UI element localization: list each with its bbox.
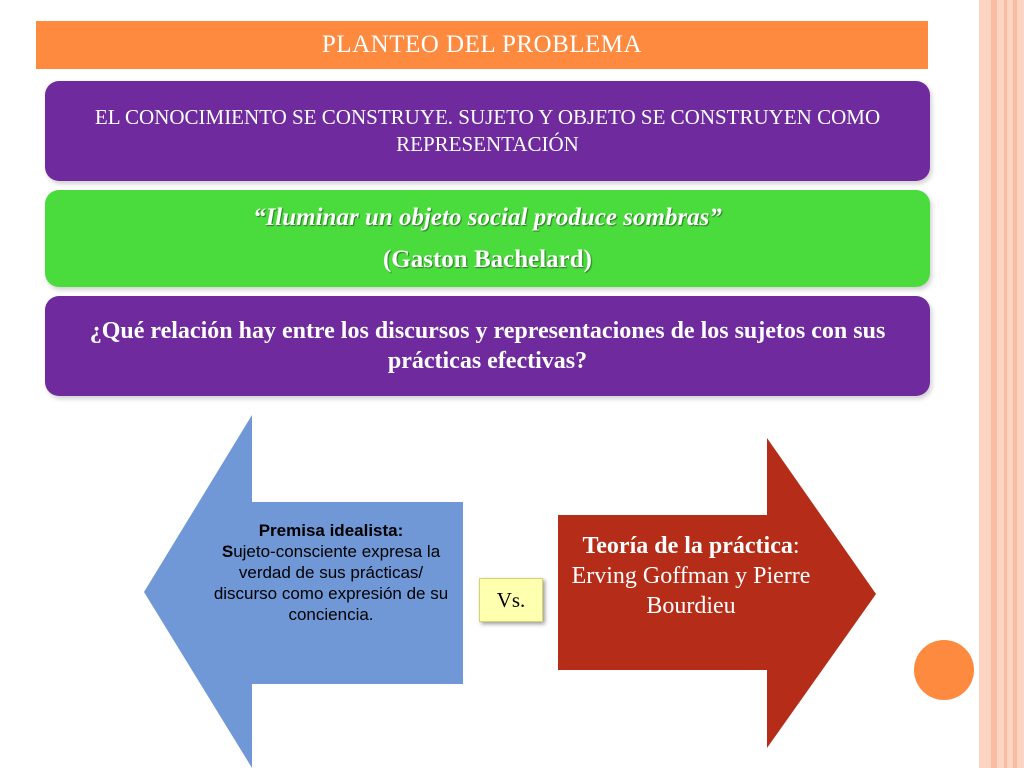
slide-title: PLANTEO DEL PROBLEMA xyxy=(321,31,643,58)
vs-text: Vs. xyxy=(496,587,526,612)
quote-author: (Gaston Bachelard) xyxy=(382,245,593,273)
right-arrow-body: : Erving Goffman y Pierre Bourdieu xyxy=(571,533,811,619)
decor-circle xyxy=(914,640,974,700)
left-arrow-text xyxy=(206,520,456,625)
right-arrow-heading: Teoría de la práctica xyxy=(582,533,793,559)
left-arrow-body: ujeto-consciente expresa la verdad de sus prácticas/ discurso como expresión de su conciencia. xyxy=(213,542,449,624)
quote-text: “Iluminar un objeto social produce sombras” xyxy=(253,203,722,231)
question-text: ¿Qué relación hay entre los discursos y representaciones de los sujetos con sus prácticas efectivas? xyxy=(89,318,886,374)
left-arrow-initial: S xyxy=(221,542,234,561)
statement-text: EL CONOCIMIENTO SE CONSTRUYE. SUJETO Y OBJETO SE CONSTRUYEN COMO REPRESENTACIÓN xyxy=(94,105,881,156)
left-arrow-heading: Premisa idealista: xyxy=(258,521,404,540)
right-arrow-text xyxy=(560,531,822,621)
vs-label xyxy=(479,578,543,622)
